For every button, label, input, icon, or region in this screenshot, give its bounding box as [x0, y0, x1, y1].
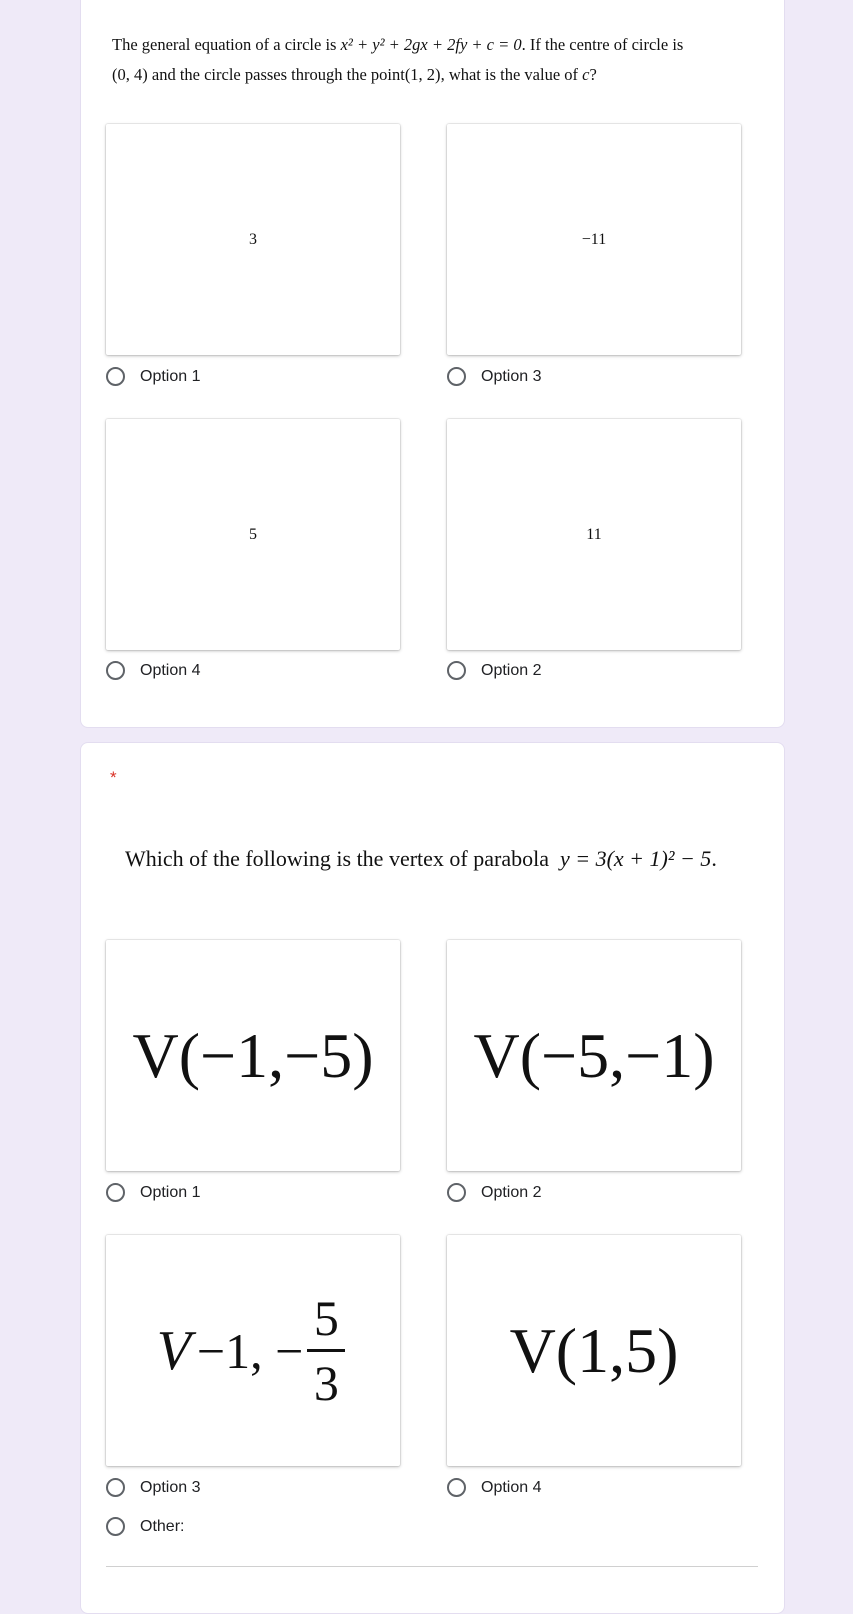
- option-image-text: −11: [581, 230, 607, 248]
- q2-equation: y = 3(x + 1)² − 5: [559, 846, 712, 871]
- question-1-line-2: [112, 60, 732, 90]
- q1-text: , what is the value of: [440, 65, 579, 84]
- q1-radio-option-4[interactable]: [106, 661, 200, 680]
- option-image-fraction: [156, 1290, 350, 1411]
- q2-radio-option-4[interactable]: [447, 1478, 541, 1497]
- q2-option-image-1[interactable]: [106, 940, 400, 1171]
- other-text-input-underline[interactable]: [106, 1566, 758, 1567]
- option-image-text: 11: [586, 525, 602, 543]
- question-1-text-image: [112, 30, 732, 90]
- q2-text: .: [711, 846, 717, 871]
- q1-centre: (0, 4): [112, 65, 148, 84]
- radio-label: Other:: [140, 1517, 185, 1535]
- radio-label: Option 2: [481, 661, 542, 679]
- q2-option-image-4[interactable]: [447, 1235, 741, 1466]
- radio-circle-icon[interactable]: [447, 367, 466, 386]
- fraction-bar: [307, 1349, 345, 1352]
- radio-circle-icon[interactable]: [106, 1517, 125, 1536]
- option-image-text: V(1,5): [509, 1314, 679, 1386]
- q2-option-image-3[interactable]: [106, 1235, 400, 1466]
- q1-text: The general equation of a circle is: [112, 35, 337, 54]
- fraction-denominator: 3: [313, 1355, 339, 1411]
- radio-label: Option 4: [481, 1478, 542, 1496]
- q2-radio-option-3[interactable]: [106, 1478, 200, 1497]
- q1-point: (1, 2): [404, 65, 441, 84]
- q2-option-image-2[interactable]: [447, 940, 741, 1171]
- radio-label: Option 1: [140, 367, 201, 385]
- q2-radio-option-1[interactable]: [106, 1183, 200, 1202]
- question-2-text-image: [125, 846, 717, 872]
- q2-text: Which of the following is the vertex of parabola: [125, 846, 549, 871]
- radio-label: Option 4: [140, 661, 201, 679]
- radio-circle-icon[interactable]: [447, 1183, 466, 1202]
- radio-circle-icon[interactable]: [106, 1478, 125, 1497]
- radio-circle-icon[interactable]: [447, 661, 466, 680]
- option-image-text: V(−1,−5): [132, 1019, 374, 1091]
- q1-text: ?: [589, 65, 597, 84]
- radio-label: Option 2: [481, 1183, 542, 1201]
- radio-circle-icon[interactable]: [447, 1478, 466, 1497]
- fraction-prefix: V: [156, 1319, 191, 1382]
- q1-radio-option-1[interactable]: [106, 367, 200, 386]
- fraction-mid: −1, −: [196, 1322, 304, 1379]
- q1-text: and the circle passes through the point: [147, 65, 405, 84]
- radio-circle-icon[interactable]: [106, 1183, 125, 1202]
- radio-circle-icon[interactable]: [106, 367, 125, 386]
- q1-option-image-4[interactable]: [447, 419, 741, 650]
- option-image-text: 3: [249, 230, 257, 248]
- q1-option-image-2[interactable]: [447, 124, 741, 355]
- required-asterisk: *: [110, 768, 117, 787]
- q1-variable: c: [582, 65, 590, 84]
- option-image-text: V(−5,−1): [473, 1019, 715, 1091]
- radio-label: Option 3: [481, 367, 542, 385]
- q1-option-image-1[interactable]: [106, 124, 400, 355]
- q1-option-image-3[interactable]: [106, 419, 400, 650]
- radio-circle-icon[interactable]: [106, 661, 125, 680]
- fraction: [307, 1290, 345, 1411]
- q1-equation: x² + y² + 2gx + 2fy + c = 0: [340, 35, 522, 54]
- question-1-line-1: [112, 30, 732, 60]
- q1-radio-option-2[interactable]: [447, 661, 541, 680]
- radio-label: Option 3: [140, 1478, 201, 1496]
- fraction-numerator: 5: [313, 1290, 339, 1346]
- q2-radio-option-2[interactable]: [447, 1183, 541, 1202]
- q1-radio-option-3[interactable]: [447, 367, 541, 386]
- option-image-text: 5: [249, 525, 257, 543]
- radio-label: Option 1: [140, 1183, 201, 1201]
- q1-text: . If the centre of circle is: [521, 35, 684, 54]
- q2-radio-other[interactable]: [106, 1517, 184, 1536]
